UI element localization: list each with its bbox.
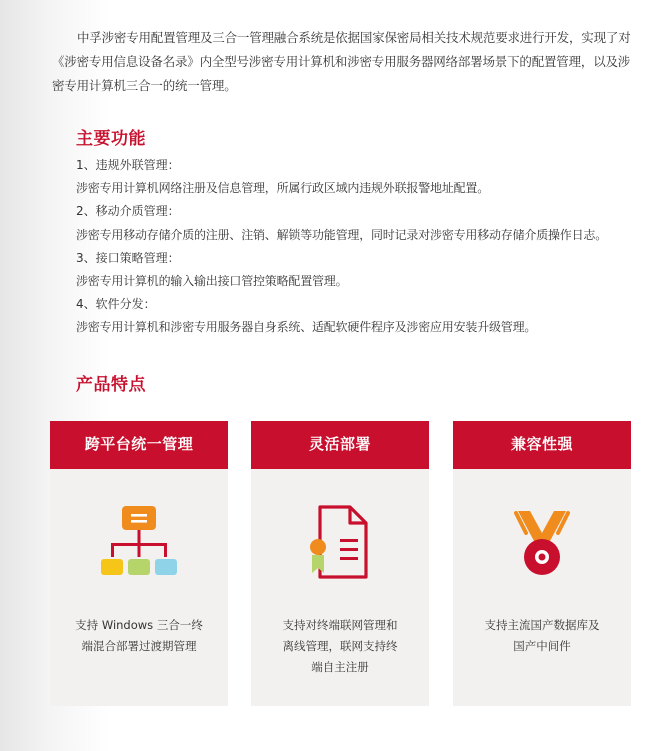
function-item-heading: 1、违规外联管理：: [76, 158, 180, 172]
function-item-desc: 涉密专用计算机和涉密专用服务器自身系统、适配软硬件程序及涉密应用安装升级管理。: [76, 320, 537, 335]
function-item-desc: 涉密专用计算机网络注册及信息管理，所属行政区域内违规外联报警地址配置。: [76, 181, 490, 196]
feature-card-title: 兼容性强: [453, 421, 631, 469]
function-item-heading: 3、接口策略管理：: [76, 250, 180, 265]
function-list: [76, 154, 656, 340]
feature-card-desc: 支持主流国产数据库及 国产中间件: [484, 618, 600, 653]
function-item-desc: 涉密专用计算机的输入输出接口管控策略配置管理。: [76, 274, 348, 289]
medal-icon: [502, 503, 582, 583]
feature-card-desc: 支持 Windows 三合一终 端混合部署过渡期管理: [75, 618, 203, 653]
feature-card-flexible-deploy: [251, 421, 429, 706]
function-item-desc: 涉密专用移动存储介质的注册、注销、解锁等功能管理，同时记录对涉密专用移动存储介质操作日志。: [76, 227, 608, 242]
feature-card-desc: 支持对终端联网管理和 离线管理，联网支持终 端自主注册: [282, 618, 398, 674]
feature-card-cross-platform: [50, 421, 228, 706]
hierarchy-icon: [99, 503, 179, 583]
function-item-heading: 2、移动介质管理：: [76, 204, 180, 219]
function-item-heading: 4、软件分发：: [76, 297, 156, 312]
feature-card-title: 跨平台统一管理: [50, 421, 228, 469]
section-title-features: 产品特点: [76, 375, 146, 395]
feature-card-compatibility: [453, 421, 631, 706]
intro-paragraph: 中孚涉密专用配置管理及三合一管理融合系统是依据国家保密局相关技术规范要求进行开发，实现了对《涉密专用信息设备名录》内全型号涉密专用计算机和涉密专用服务器网络部署场景下的配置管理，以及涉密专用计算机三合一的统一管理。: [52, 30, 631, 93]
section-title-functions: 主要功能: [76, 129, 146, 149]
feature-card-title: 灵活部署: [251, 421, 429, 469]
certificate-document-icon: [300, 503, 380, 583]
